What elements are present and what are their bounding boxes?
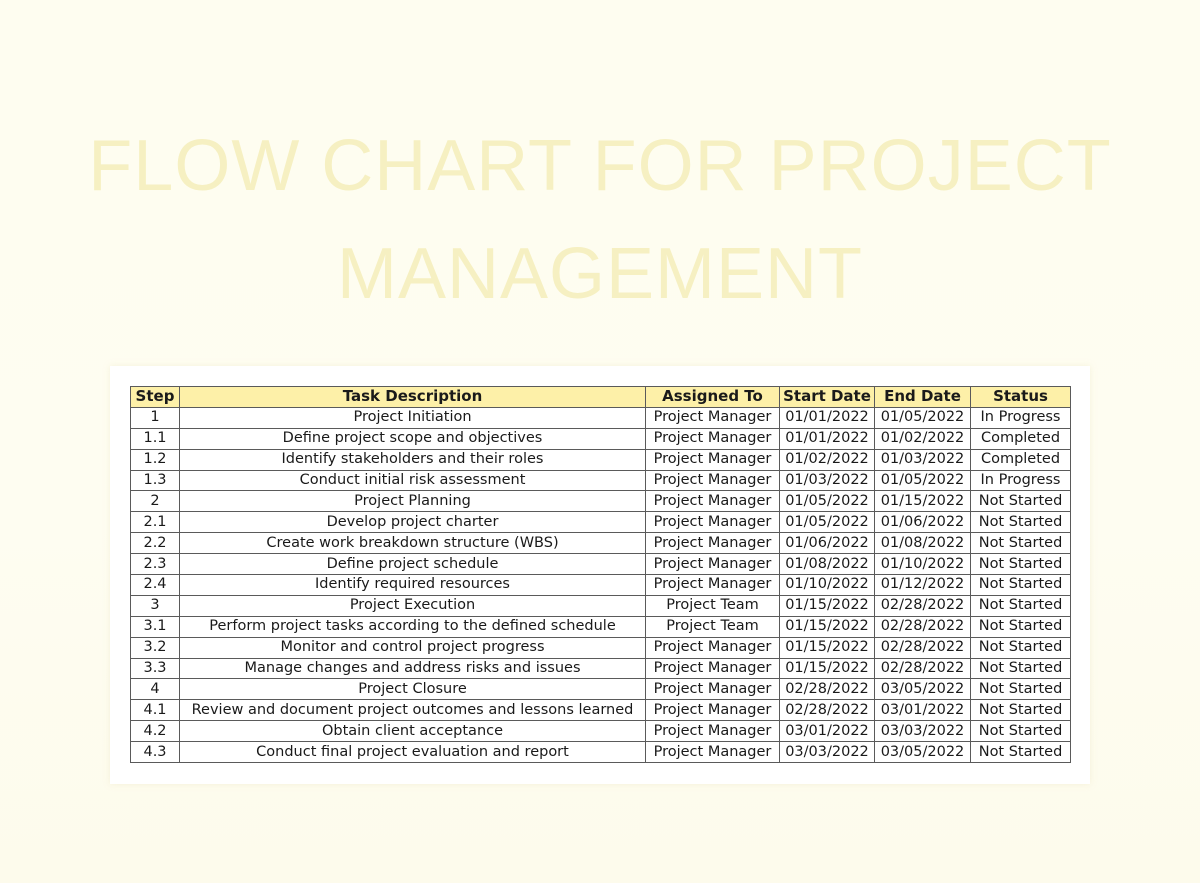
cell-assigned-to: Project Manager — [646, 512, 780, 533]
cell-status: Not Started — [971, 491, 1071, 512]
cell-end-date: 01/08/2022 — [875, 533, 971, 554]
cell-step: 2 — [131, 491, 180, 512]
table-row — [131, 679, 1071, 700]
cell-end-date: 01/05/2022 — [875, 470, 971, 491]
table-row — [131, 658, 1071, 679]
cell-end-date: 03/03/2022 — [875, 721, 971, 742]
cell-step: 2.3 — [131, 554, 180, 575]
cell-status: In Progress — [971, 407, 1071, 428]
cell-assigned-to: Project Team — [646, 616, 780, 637]
cell-end-date: 01/12/2022 — [875, 575, 971, 596]
cell-start-date: 01/15/2022 — [780, 637, 875, 658]
cell-start-date: 01/01/2022 — [780, 407, 875, 428]
cell-end-date: 02/28/2022 — [875, 595, 971, 616]
cell-start-date: 01/02/2022 — [780, 449, 875, 470]
cell-description: Conduct initial risk assessment — [180, 470, 646, 491]
cell-start-date: 02/28/2022 — [780, 679, 875, 700]
table-row — [131, 595, 1071, 616]
cell-status: Not Started — [971, 575, 1071, 596]
cell-assigned-to: Project Manager — [646, 491, 780, 512]
cell-description: Define project scope and objectives — [180, 428, 646, 449]
cell-description: Project Execution — [180, 595, 646, 616]
table-body — [131, 407, 1071, 762]
page-title-line-1: FLOW CHART FOR PROJECT — [88, 126, 1112, 206]
table-row — [131, 428, 1071, 449]
cell-assigned-to: Project Manager — [646, 407, 780, 428]
cell-assigned-to: Project Manager — [646, 658, 780, 679]
cell-end-date: 03/05/2022 — [875, 742, 971, 763]
cell-description: Create work breakdown structure (WBS) — [180, 533, 646, 554]
cell-assigned-to: Project Manager — [646, 449, 780, 470]
cell-status: Not Started — [971, 700, 1071, 721]
table-row — [131, 449, 1071, 470]
cell-end-date: 03/01/2022 — [875, 700, 971, 721]
table-row — [131, 575, 1071, 596]
table-row — [131, 637, 1071, 658]
cell-assigned-to: Project Manager — [646, 470, 780, 491]
cell-status: Not Started — [971, 554, 1071, 575]
cell-assigned-to: Project Manager — [646, 742, 780, 763]
cell-start-date: 01/05/2022 — [780, 491, 875, 512]
header-description: Task Description — [180, 387, 646, 408]
cell-start-date: 03/03/2022 — [780, 742, 875, 763]
cell-status: Not Started — [971, 616, 1071, 637]
cell-start-date: 01/03/2022 — [780, 470, 875, 491]
cell-end-date: 02/28/2022 — [875, 658, 971, 679]
cell-step: 4.3 — [131, 742, 180, 763]
cell-step: 1 — [131, 407, 180, 428]
cell-description: Manage changes and address risks and issues — [180, 658, 646, 679]
cell-assigned-to: Project Manager — [646, 428, 780, 449]
cell-step: 4 — [131, 679, 180, 700]
table-row — [131, 470, 1071, 491]
cell-description: Obtain client acceptance — [180, 721, 646, 742]
cell-step: 2.1 — [131, 512, 180, 533]
cell-step: 3 — [131, 595, 180, 616]
cell-step: 2.2 — [131, 533, 180, 554]
cell-step: 4.2 — [131, 721, 180, 742]
cell-step: 2.4 — [131, 575, 180, 596]
cell-start-date: 01/10/2022 — [780, 575, 875, 596]
cell-description: Project Planning — [180, 491, 646, 512]
cell-assigned-to: Project Manager — [646, 575, 780, 596]
cell-assigned-to: Project Team — [646, 595, 780, 616]
cell-status: Not Started — [971, 742, 1071, 763]
cell-start-date: 01/15/2022 — [780, 595, 875, 616]
cell-description: Identify required resources — [180, 575, 646, 596]
page-title-line-2: MANAGEMENT — [336, 234, 864, 314]
cell-step: 1.1 — [131, 428, 180, 449]
cell-status: Not Started — [971, 512, 1071, 533]
cell-description: Develop project charter — [180, 512, 646, 533]
cell-status: Completed — [971, 428, 1071, 449]
table-row — [131, 533, 1071, 554]
cell-status: Completed — [971, 449, 1071, 470]
table-sheet — [110, 366, 1090, 784]
cell-end-date: 01/10/2022 — [875, 554, 971, 575]
cell-description: Define project schedule — [180, 554, 646, 575]
cell-status: Not Started — [971, 595, 1071, 616]
cell-description: Monitor and control project progress — [180, 637, 646, 658]
cell-end-date: 01/03/2022 — [875, 449, 971, 470]
cell-step: 1.3 — [131, 470, 180, 491]
table-row — [131, 742, 1071, 763]
cell-step: 3.2 — [131, 637, 180, 658]
cell-status: Not Started — [971, 679, 1071, 700]
header-status: Status — [971, 387, 1071, 408]
cell-step: 3.3 — [131, 658, 180, 679]
header-end-date: End Date — [875, 387, 971, 408]
cell-end-date: 01/15/2022 — [875, 491, 971, 512]
cell-start-date: 01/15/2022 — [780, 658, 875, 679]
cell-start-date: 01/15/2022 — [780, 616, 875, 637]
cell-start-date: 01/08/2022 — [780, 554, 875, 575]
task-table — [130, 386, 1071, 763]
header-start-date: Start Date — [780, 387, 875, 408]
cell-start-date: 01/01/2022 — [780, 428, 875, 449]
cell-start-date: 01/05/2022 — [780, 512, 875, 533]
cell-description: Identify stakeholders and their roles — [180, 449, 646, 470]
cell-assigned-to: Project Manager — [646, 721, 780, 742]
header-step: Step — [131, 387, 180, 408]
page-title — [0, 112, 1200, 328]
cell-description: Project Initiation — [180, 407, 646, 428]
cell-assigned-to: Project Manager — [646, 554, 780, 575]
cell-step: 1.2 — [131, 449, 180, 470]
cell-status: Not Started — [971, 721, 1071, 742]
cell-end-date: 01/05/2022 — [875, 407, 971, 428]
cell-end-date: 02/28/2022 — [875, 616, 971, 637]
cell-start-date: 03/01/2022 — [780, 721, 875, 742]
cell-assigned-to: Project Manager — [646, 637, 780, 658]
cell-step: 4.1 — [131, 700, 180, 721]
cell-status: Not Started — [971, 637, 1071, 658]
cell-description: Review and document project outcomes and lessons learned — [180, 700, 646, 721]
cell-description: Conduct final project evaluation and report — [180, 742, 646, 763]
table-header-row — [131, 387, 1071, 408]
cell-description: Perform project tasks according to the defined schedule — [180, 616, 646, 637]
cell-status: In Progress — [971, 470, 1071, 491]
table-row — [131, 700, 1071, 721]
cell-assigned-to: Project Manager — [646, 679, 780, 700]
header-assigned-to: Assigned To — [646, 387, 780, 408]
cell-end-date: 02/28/2022 — [875, 637, 971, 658]
cell-description: Project Closure — [180, 679, 646, 700]
cell-start-date: 01/06/2022 — [780, 533, 875, 554]
cell-assigned-to: Project Manager — [646, 533, 780, 554]
cell-start-date: 02/28/2022 — [780, 700, 875, 721]
table-row — [131, 616, 1071, 637]
table-row — [131, 491, 1071, 512]
table-row — [131, 512, 1071, 533]
cell-end-date: 01/06/2022 — [875, 512, 971, 533]
cell-end-date: 01/02/2022 — [875, 428, 971, 449]
cell-end-date: 03/05/2022 — [875, 679, 971, 700]
cell-status: Not Started — [971, 533, 1071, 554]
table-row — [131, 407, 1071, 428]
cell-assigned-to: Project Manager — [646, 700, 780, 721]
cell-status: Not Started — [971, 658, 1071, 679]
table-row — [131, 554, 1071, 575]
cell-step: 3.1 — [131, 616, 180, 637]
table-row — [131, 721, 1071, 742]
